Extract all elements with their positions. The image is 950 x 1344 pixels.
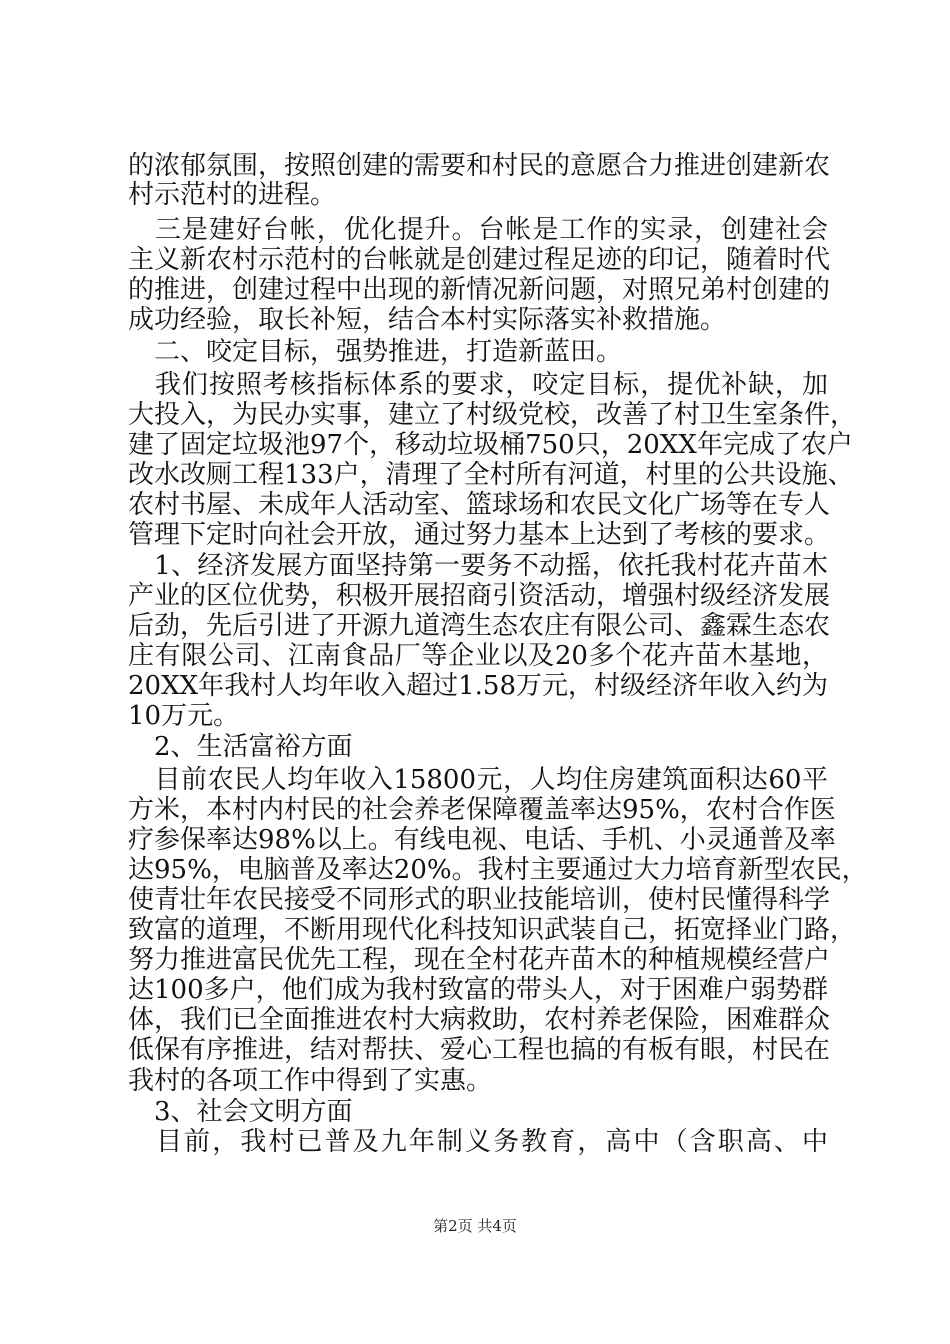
body-line: 努力推进富民优先工程，现在全村花卉苗木的种植规模经营户 [128,945,831,975]
body-line: 致富的道理，不断用现代化科技知识武装自己，拓宽择业门路， [128,915,857,945]
body-line: 成功经验，取长补短，结合本村实际落实补救措施。 [128,305,727,335]
body-line: 产业的区位优势，积极开展招商引资活动，增强村级经济发展 [128,581,831,611]
body-line: 20XX年我村人均年收入超过1.58万元，村级经济年收入约为 [128,671,828,701]
body-line: 后劲，先后引进了开源九道湾生态农庄有限公司、鑫霖生态农 [128,611,831,641]
body-line: 低保有序推进，结对帮扶、爱心工程也搞的有板有眼，村民在 [128,1035,831,1065]
body-line: 管理下定时向社会开放，通过努力基本上达到了考核的要求。 [128,520,831,550]
section-heading: 2、生活富裕方面 [128,732,353,762]
body-line: 我们按照考核指标体系的要求，咬定目标，提优补缺，加 [128,370,828,400]
body-line: 疗参保率达98%以上。有线电视、电话、手机、小灵通普及率 [128,825,836,855]
body-line: 目前农民人均年收入15800元，人均住房建筑面积达60平 [128,765,828,795]
body-line: 达95%，电脑普及率达20%。我村主要通过大力培育新型农民， [128,855,868,885]
body-line: 大投入，为民办实事，建立了村级党校，改善了村卫生室条件， [128,400,857,430]
body-line: 我村的各项工作中得到了实惠。 [128,1066,493,1096]
body-line: 改水改厕工程133户，清理了全村所有河道，村里的公共设施、 [128,460,854,490]
body-line: 10万元。 [128,701,240,731]
body-line: 1、经济发展方面坚持第一要务不动摇，依托我村花卉苗木 [128,551,828,581]
section-heading: 二、咬定目标，强势推进，打造新蓝田。 [128,337,623,367]
body-line: 主义新农村示范村的台帐就是创建过程足迹的印记，随着时代 [128,245,831,275]
body-line: 建了固定垃圾池97个，移动垃圾桶750只，20XX年完成了农户 [128,430,853,460]
page-footer: 第2页 共4页 [433,1217,517,1235]
body-line: 庄有限公司、江南食品厂等企业以及20多个花卉苗木基地， [128,641,828,671]
body-line: 三是建好台帐，优化提升。台帐是工作的实录，创建社会 [128,215,828,245]
body-line: 达100多户，他们成为我村致富的带头人，对于困难户弱势群 [128,975,828,1005]
body-line: 使青壮年农民接受不同形式的职业技能培训，使村民懂得科学 [128,885,831,915]
body-line: 目前，我村已普及九年制义务教育，高中（含职高、中 [128,1127,828,1157]
body-line: 农村书屋、未成年人活动室、篮球场和农民文化广场等在专人 [128,490,831,520]
body-line: 村示范村的进程。 [128,180,337,210]
body-line: 体，我们已全面推进农村大病救助，农村养老保险，困难群众 [128,1005,831,1035]
body-line: 的推进，创建过程中出现的新情况新问题，对照兄弟村创建的 [128,275,831,305]
body-line: 方米，本村内村民的社会养老保障覆盖率达95%，农村合作医 [128,795,836,825]
body-line: 的浓郁氛围，按照创建的需要和村民的意愿合力推进创建新农 [128,151,831,181]
section-heading: 3、社会文明方面 [128,1097,353,1127]
